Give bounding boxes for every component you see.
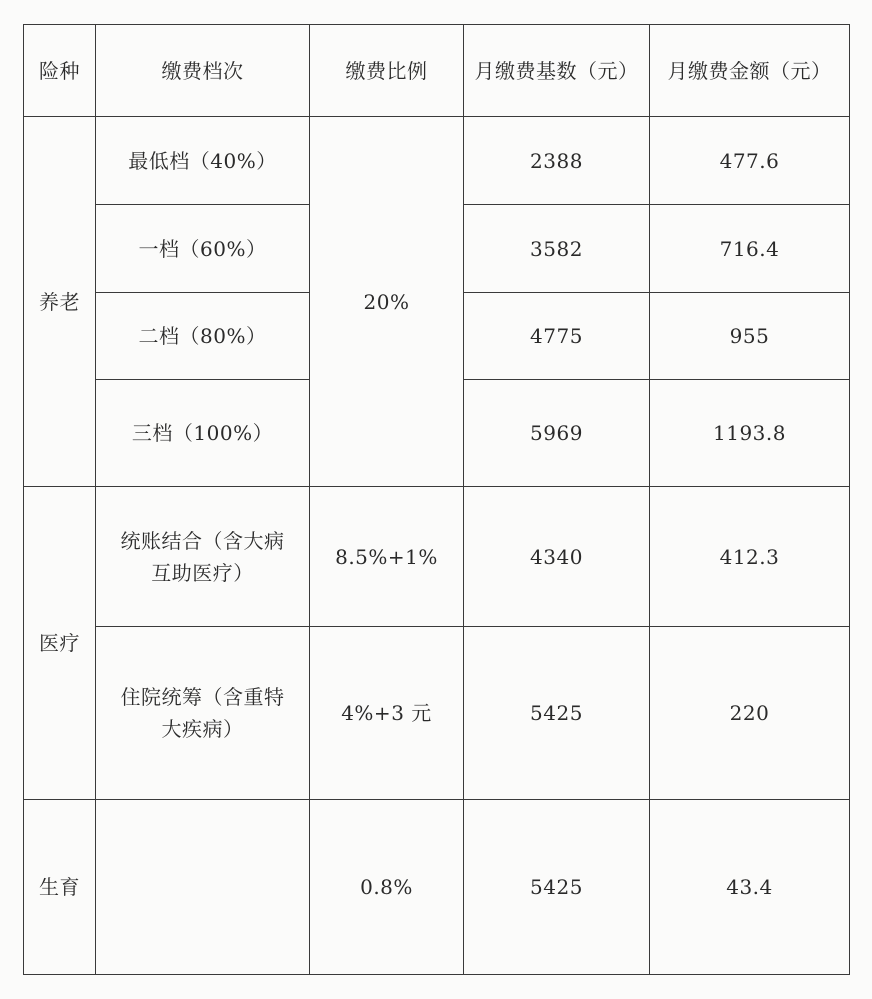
insurance-type-medical: 医疗 bbox=[24, 487, 96, 800]
insurance-type-pension: 养老 bbox=[24, 117, 96, 487]
header-payment-rate: 缴费比例 bbox=[310, 25, 464, 117]
header-monthly-base: 月缴费基数（元） bbox=[464, 25, 650, 117]
table-header-row bbox=[24, 25, 850, 117]
monthly-base: 5425 bbox=[464, 800, 650, 975]
table-row bbox=[24, 117, 850, 205]
payment-level: 三档（100%） bbox=[96, 380, 310, 487]
table-row bbox=[24, 627, 850, 800]
monthly-base: 2388 bbox=[464, 117, 650, 205]
monthly-base: 5425 bbox=[464, 627, 650, 800]
table-row bbox=[24, 487, 850, 627]
payment-level-line1: 住院统筹（含重特 bbox=[120, 685, 285, 709]
payment-level bbox=[96, 627, 310, 800]
payment-level-line2: 互助医疗） bbox=[151, 560, 254, 585]
header-payment-level: 缴费档次 bbox=[96, 25, 310, 117]
monthly-amount: 220 bbox=[650, 627, 850, 800]
monthly-base: 5969 bbox=[464, 380, 650, 487]
payment-level bbox=[96, 800, 310, 975]
monthly-amount: 955 bbox=[650, 293, 850, 380]
monthly-base: 4340 bbox=[464, 487, 650, 627]
monthly-base: 3582 bbox=[464, 205, 650, 293]
payment-rate: 8.5%+1% bbox=[310, 487, 464, 627]
payment-level-line2: 大疾病） bbox=[161, 717, 244, 741]
contribution-table bbox=[23, 24, 850, 975]
payment-rate: 4%+3 元 bbox=[310, 627, 464, 800]
monthly-base: 4775 bbox=[464, 293, 650, 380]
payment-level: 最低档（40%） bbox=[96, 117, 310, 205]
monthly-amount: 412.3 bbox=[650, 487, 850, 627]
monthly-amount: 43.4 bbox=[650, 800, 850, 975]
insurance-type-maternity: 生育 bbox=[24, 800, 96, 975]
payment-level: 二档（80%） bbox=[96, 293, 310, 380]
monthly-amount: 716.4 bbox=[650, 205, 850, 293]
payment-rate-pension: 20% bbox=[310, 117, 464, 487]
header-insurance-type: 险种 bbox=[24, 25, 96, 117]
payment-rate: 0.8% bbox=[310, 800, 464, 975]
header-monthly-amount: 月缴费金额（元） bbox=[650, 25, 850, 117]
payment-level: 一档（60%） bbox=[96, 205, 310, 293]
table-row bbox=[24, 800, 850, 975]
payment-level-line1: 统账结合（含大病 bbox=[120, 528, 285, 553]
monthly-amount: 1193.8 bbox=[650, 380, 850, 487]
payment-level bbox=[96, 487, 310, 627]
monthly-amount: 477.6 bbox=[650, 117, 850, 205]
